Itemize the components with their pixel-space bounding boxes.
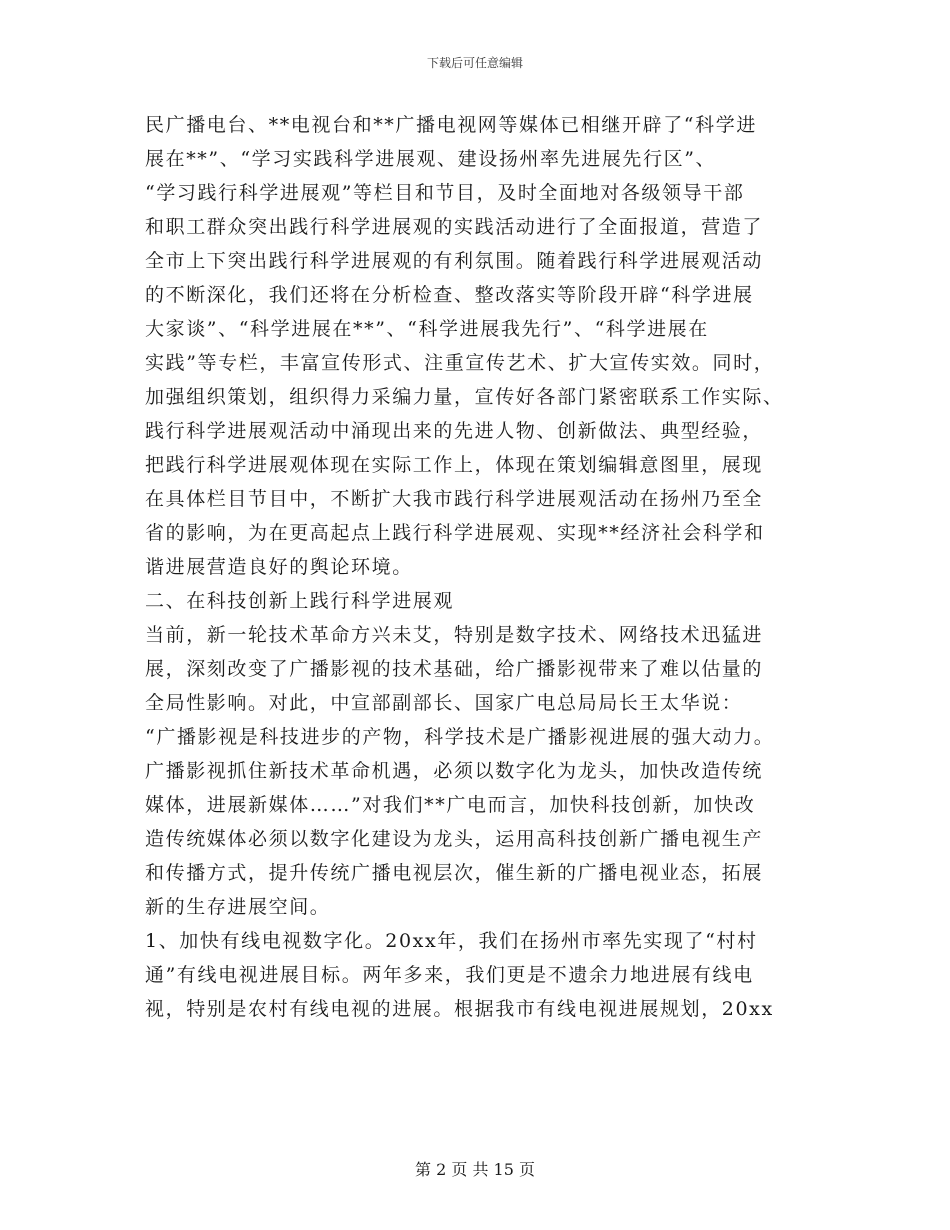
- text-line: 省的影响，为在更高起点上践行科学进展观、实现**经济社会科学和: [145, 522, 765, 544]
- text-line: 展，深刻改变了广播影视的技术基础，给广播影视带来了难以估量的: [145, 658, 764, 680]
- text-line: 加强组织策划，组织得力采编力量，宣传好各部门紧密联系工作实际、: [145, 386, 784, 408]
- text-line: 和传播方式，提升传统广播电视层次，催生新的广播电视业态，拓展: [145, 862, 764, 884]
- text-line: 全市上下突出践行科学进展观的有利氛围。随着践行科学进展观活动: [145, 250, 764, 272]
- text-line: 实践”等专栏，丰富宣传形式、注重宣传艺术、扩大宣传实效。同时，: [145, 352, 775, 374]
- text-line: 民广播电台、**电视台和**广播电视网等媒体已相继开辟了“科学进: [145, 114, 757, 136]
- text-line: 谐进展营造良好的舆论环境。: [145, 556, 413, 578]
- text-line: 全局性影响。对此，中宣部副部长、国家广电总局局长王太华说：: [145, 692, 743, 714]
- text-line: “广播影视是科技进步的产物，科学技术是广播影视进展的强大动力。: [145, 726, 775, 748]
- page-footer: 第 2 页 共 15 页: [415, 1160, 535, 1179]
- text-line: 造传统媒体必须以数字化建设为龙头，运用高科技创新广播电视生产: [145, 828, 764, 850]
- text-line: 把践行科学进展观体现在实际工作上，体现在策划编辑意图里，展现: [145, 454, 764, 476]
- body-text: [145, 108, 805, 1026]
- text-line: 视，特别是农村有线电视的进展。根据我市有线电视进展规划，20xx: [145, 998, 774, 1020]
- text-line: 新的生存进展空间。: [145, 896, 331, 918]
- text-line: 通”有线电视进展目标。两年多来，我们更是不遗余力地进展有线电: [145, 964, 754, 986]
- text-line: 当前，新一轮技术革命方兴未艾，特别是数字技术、网络技术迅猛进: [145, 624, 764, 646]
- text-line: 在具体栏目节目中，不断扩大我市践行科学进展观活动在扬州乃至全: [145, 488, 764, 510]
- text-line: 1、加快有线电视数字化。20xx年，我们在扬州市率先实现了“村村: [145, 930, 758, 952]
- text-line: 展在**”、“学习实践科学进展观、建设扬州率先进展先行区”、: [145, 148, 717, 170]
- text-line: 媒体，进展新媒体……”对我们**广电而言，加快科技创新，加快改: [145, 794, 756, 816]
- text-line: 大家谈”、“科学进展在**”、“科学进展我先行”、“科学进展在: [145, 318, 709, 340]
- text-line: 广播影视抓住新技术革命机遇，必须以数字化为龙头，加快改造传统: [145, 760, 764, 782]
- text-line: 和职工群众突出践行科学进展观的实践活动进行了全面报道，营造了: [145, 216, 764, 238]
- text-line: 践行科学进展观活动中涌现出来的先进人物、创新做法、典型经验，: [145, 420, 764, 442]
- section-heading: 二、在科技创新上践行科学进展观: [145, 590, 455, 612]
- page-header: 下载后可任意编辑: [426, 56, 523, 70]
- text-line: 的不断深化，我们还将在分析检查、整改落实等阶段开辟“科学进展: [145, 284, 754, 306]
- text-line: “学习践行科学进展观”等栏目和节目，及时全面地对各级领导干部: [145, 182, 745, 204]
